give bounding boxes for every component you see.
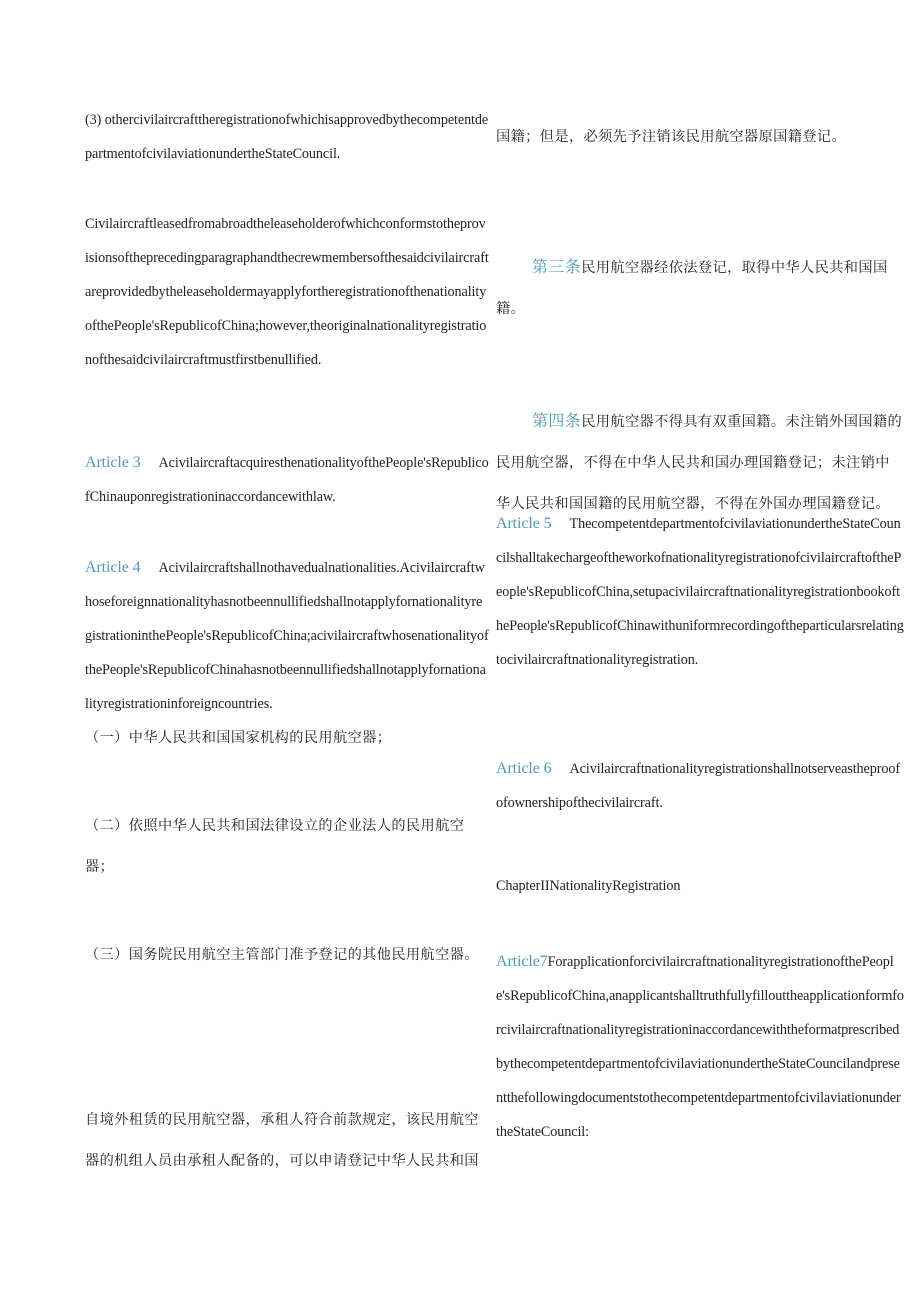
zh-article-4-text: 民用航空器不得具有双重国籍。未注销外国国籍的民用航空器，不得在中华人民共和国办理国籍登记；未注销中华人民共和国国籍的民用航空器，不得在外国办理国籍登记。	[496, 414, 903, 512]
zh-article-3-paragraph	[496, 247, 904, 330]
article-6-paragraph	[496, 752, 904, 820]
zh-leased-continuation: 国籍；但是，必须先予注销该民用航空器原国籍登记。	[496, 129, 847, 145]
article-7-label: Article7	[496, 953, 548, 970]
article-4-paragraph	[85, 551, 489, 721]
zh-item-3: （三）国务院民用航空主管部门准予登记的其他民用航空器。	[85, 947, 479, 963]
leased-aircraft-paragraph: CivilaircraftleasedfromabroadtheleaseholderofwhichconformstotheprovisionsoftheprecedingparagraphandthecrewmembersofthesaidcivilaircraftareprovidedbytheleaseholdermayapplyfortheregistrationofthenationalityofthePeople'sRepublicofChina;however,theoriginalnationalityregistrationofthesaidcivilaircraftmustfirstbenullified.	[85, 216, 489, 368]
article-3-text: AcivilaircraftacquiresthenationalityofthePeople'sRepublicofChinauponregistrationinaccordancewithlaw.	[85, 455, 489, 505]
article-3-label: Article 3	[85, 454, 141, 471]
article-5-text: ThecompetentdepartmentofcivilaviationundertheStateCouncilshalltakechargeoftheworkofnationalityregistrationofcivilaircraftofthePeople'sRepublicofChina,setupacivilaircraftnationalityregistrationbookofthePeople'sRepublicofChinawithuniformrecordingoftheparticularsrelatingtocivilaircraftnationalityregistration.	[496, 516, 904, 668]
zh-item-1: （一）中华人民共和国国家机构的民用航空器；	[85, 730, 392, 746]
article-7-text: ForapplicationforcivilaircraftnationalityregistrationofthePeople'sRepublicofChina,anapplicantshalltruthfullyfillouttheapplicationformforcivilaircraftnationalityregistrationinaccordancewiththeformatprescribedbythecompetentdepartmentofcivilaviationundertheStateCouncilandpresentthefollowingdocumentstothecompetentdepartmentofcivilaviationundertheStateCouncil:	[496, 954, 904, 1140]
article-3-paragraph	[85, 446, 489, 514]
zh-leased-paragraph: 自境外租赁的民用航空器，承租人符合前款规定，该民用航空器的机组人员由承租人配备的，可以申请登记中华人民共和国	[85, 1112, 479, 1169]
article-5-label: Article 5	[496, 515, 552, 532]
zh-article-3-text: 民用航空器经依法登记，取得中华人民共和国国籍。	[496, 260, 888, 317]
zh-article-3-label: 第三条	[532, 259, 582, 276]
article-4-text: Acivilaircraftshallnothavedualnationalities.AcivilaircraftwhoseforeignnationalityhasnotbeennullifiedshallnotapplyfornationalityregistrationinthePeople'sRepublicofChina;acivilaircraftwhosenationalityofthePeople'sRepublicofChinahasnotbeennullifiedshallnotapplyfornationalityregistrationinforeigncountries.	[85, 560, 489, 712]
item-3-paragraph: (3) othercivilaircrafttheregistrationofwhichisapprovedbythecompetentdepartmentofcivilaviationundertheStateCouncil.	[85, 112, 489, 162]
zh-item-2: （二）依照中华人民共和国法律设立的企业法人的民用航空器；	[85, 818, 465, 875]
article-7-paragraph	[496, 945, 904, 1149]
article-4-label: Article 4	[85, 559, 141, 576]
zh-article-4-label: 第四条	[532, 413, 582, 430]
article-5-paragraph	[496, 507, 904, 677]
chapter-heading: ChapterIINationalityRegistration	[496, 878, 681, 894]
article-6-text: Acivilaircraftnationalityregistrationshallnotserveastheproofofownershipofthecivilaircraft.	[496, 761, 900, 811]
article-6-label: Article 6	[496, 760, 552, 777]
